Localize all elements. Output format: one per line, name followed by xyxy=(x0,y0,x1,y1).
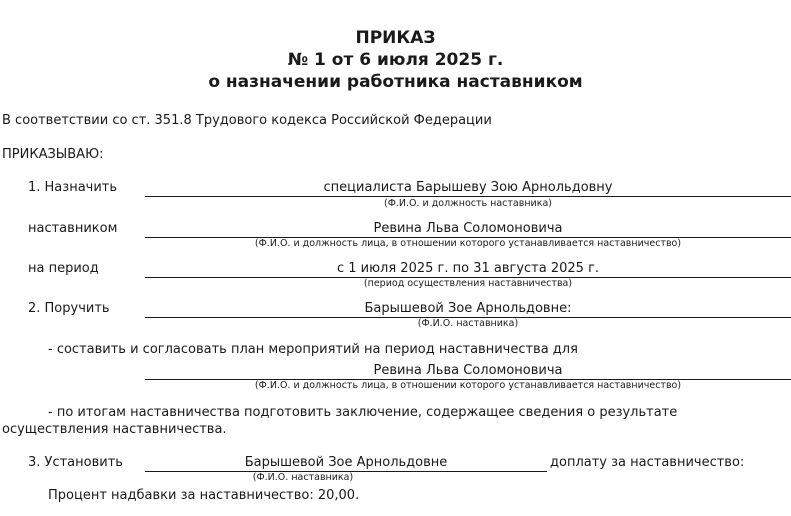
assignee-field: Барышевой Зое Арнольдовне: xyxy=(145,301,791,318)
task1-text: - составить и согласовать план мероприятий на период наставничества для xyxy=(48,342,578,357)
item3-label: 3. Установить xyxy=(28,455,123,470)
task2-text: - по итогам наставничества подготовить заключение, содержащее сведения о результате осуществления наставничества. xyxy=(2,405,678,437)
document-title-block xyxy=(0,27,791,93)
bonus-percent: Процент надбавки за наставничество: 20,00. xyxy=(48,488,360,503)
mentee-label: наставником xyxy=(28,221,118,236)
bonus-recipient-field: Барышевой Зое Арнольдовне xyxy=(145,455,547,472)
order-subject: о назначении работника наставником xyxy=(208,72,583,92)
period-field-hint: (период осуществления наставничества) xyxy=(363,278,573,289)
task1-mentee-hint: (Ф.И.О. и должность лица, в отношении которого устанавливается наставничество) xyxy=(254,380,682,391)
bonus-suffix: доплату за наставничество: xyxy=(550,455,745,470)
document-title: ПРИКАЗ xyxy=(355,28,436,48)
order-number-date: № 1 от 6 июля 2025 г. xyxy=(287,50,504,70)
period-field: с 1 июля 2025 г. по 31 августа 2025 г. xyxy=(145,261,791,278)
task1-mentee-field: Ревина Льва Соломоновича xyxy=(145,363,791,380)
mentor-field-hint: (Ф.И.О. и должность наставника) xyxy=(383,198,552,209)
order-word: ПРИКАЗЫВАЮ: xyxy=(2,147,104,162)
period-label: на период xyxy=(28,261,99,276)
mentee-field: Ревина Льва Соломоновича xyxy=(145,221,791,238)
assignee-field-hint: (Ф.И.О. наставника) xyxy=(417,318,519,329)
mentor-field: специалиста Барышеву Зою Арнольдовну xyxy=(145,180,791,197)
mentee-field-hint: (Ф.И.О. и должность лица, в отношении которого устанавливается наставничество) xyxy=(254,238,682,249)
item2-label: 2. Поручить xyxy=(28,301,110,316)
legal-basis: В соответствии со ст. 351.8 Трудового кодекса Российской Федерации xyxy=(2,113,492,128)
item1-label: 1. Назначить xyxy=(28,180,118,195)
bonus-recipient-hint: (Ф.И.О. наставника) xyxy=(252,472,354,483)
